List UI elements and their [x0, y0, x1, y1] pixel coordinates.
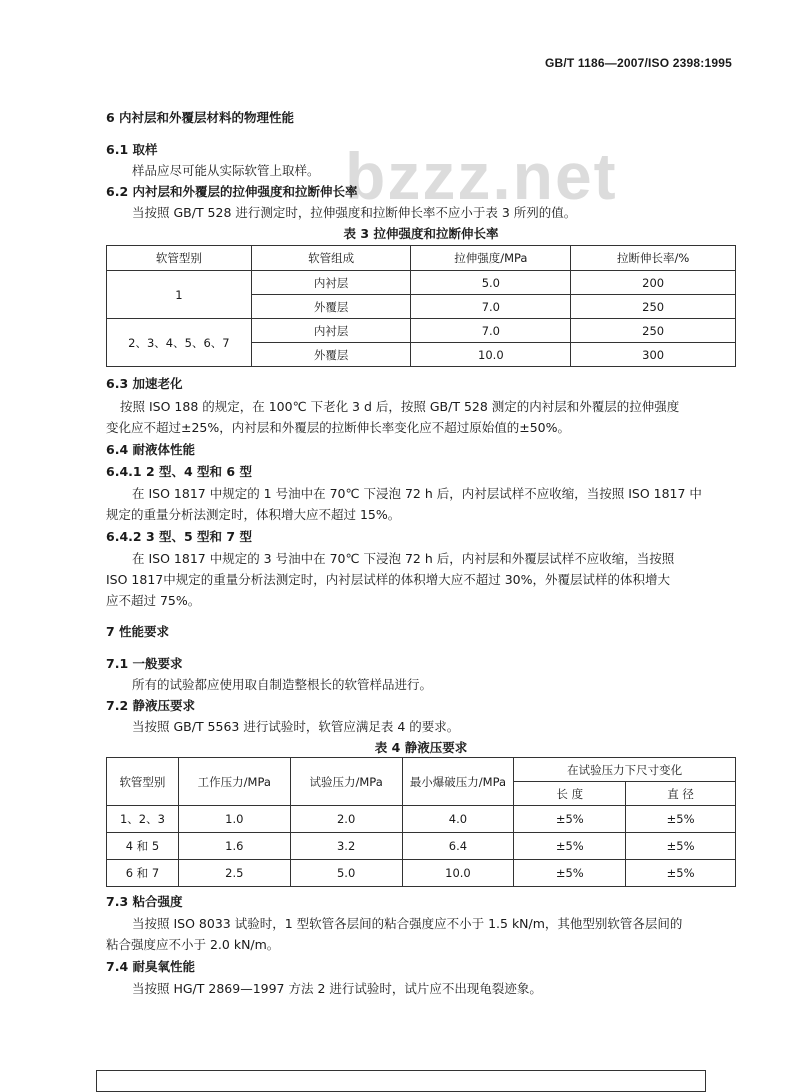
table-3-caption: 表 3 拉伸强度和拉断伸长率 [343, 226, 499, 241]
table-3-header: 拉伸强度/MPa [411, 246, 571, 271]
section-6-4-1-text-line1: 在 ISO 1817 中规定的 1 号油中在 70℃ 下浸泡 72 h 后，内衬层试样不应收缩，当按照 ISO 1817 中 [132, 486, 702, 501]
table-4-caption: 表 4 静液压要求 [374, 740, 468, 755]
hose-type-cell: 4 和 5 [107, 833, 179, 860]
hose-type-cell: 2、3、4、5、6、7 [107, 319, 252, 367]
length-change-cell: ±5% [514, 860, 626, 887]
working-pressure-cell: 2.5 [178, 860, 290, 887]
elongation-cell: 250 [571, 319, 736, 343]
section-7-1-title: 7.1 一般要求 [106, 656, 183, 671]
hose-type-cell: 1、2、3 [107, 806, 179, 833]
section-7-4-text: 当按照 HG/T 2869—1997 方法 2 进行试验时，试片应不出现龟裂迹象。 [132, 981, 542, 996]
table-row [107, 806, 736, 833]
table-3-header-row [107, 246, 736, 271]
table-4-header-row [107, 758, 736, 782]
tensile-strength-cell: 5.0 [411, 271, 571, 295]
elongation-cell: 200 [571, 271, 736, 295]
elongation-cell: 250 [571, 295, 736, 319]
table-row [107, 319, 736, 343]
elongation-cell: 300 [571, 343, 736, 367]
table-3 [106, 245, 736, 367]
table-4-subheader: 长 度 [514, 782, 626, 806]
section-6-4-2-title: 6.4.2 3 型、5 型和 7 型 [106, 529, 252, 544]
working-pressure-cell: 1.0 [178, 806, 290, 833]
test-pressure-cell: 2.0 [290, 806, 402, 833]
length-change-cell: ±5% [514, 806, 626, 833]
hose-type-cell: 1 [107, 271, 252, 319]
section-7-3-text-line2: 粘合强度应不小于 2.0 kN/m。 [106, 937, 280, 952]
length-change-cell: ±5% [514, 833, 626, 860]
diameter-change-cell: ±5% [626, 833, 736, 860]
burst-pressure-cell: 4.0 [402, 806, 514, 833]
composition-cell: 内衬层 [251, 271, 411, 295]
table-4-header: 工作压力/MPa [178, 758, 290, 806]
section-7-3-title: 7.3 粘合强度 [106, 894, 183, 909]
table-4-header: 在试验压力下尺寸变化 [514, 758, 736, 782]
section-6-4-1-text-line2: 规定的重量分析法测定时，体积增大应不超过 15%。 [106, 507, 401, 522]
hose-type-cell: 6 和 7 [107, 860, 179, 887]
section-6-2-text: 当按照 GB/T 528 进行测定时，拉伸强度和拉断伸长率不应小于表 3 所列的值。 [132, 205, 577, 220]
section-6-3-title: 6.3 加速老化 [106, 376, 183, 391]
diameter-change-cell: ±5% [626, 806, 736, 833]
table-4 [106, 757, 736, 887]
footer-frame [96, 1070, 706, 1092]
section-6-2-title: 6.2 内衬层和外覆层的拉伸强度和拉断伸长率 [106, 184, 358, 199]
composition-cell: 外覆层 [251, 343, 411, 367]
table-4-subheader: 直 径 [626, 782, 736, 806]
section-6-1-title: 6.1 取样 [106, 142, 158, 157]
test-pressure-cell: 5.0 [290, 860, 402, 887]
burst-pressure-cell: 10.0 [402, 860, 514, 887]
table-row [107, 271, 736, 295]
working-pressure-cell: 1.6 [178, 833, 290, 860]
table-4-header: 最小爆破压力/MPa [402, 758, 514, 806]
table-row [107, 860, 736, 887]
section-6-3-text-line2: 变化应不超过±25%，内衬层和外覆层的拉断伸长率变化应不超过原始值的±50%。 [106, 420, 571, 435]
section-6-4-title: 6.4 耐液体性能 [106, 442, 195, 457]
tensile-strength-cell: 10.0 [411, 343, 571, 367]
section-6-1-text: 样品应尽可能从实际软管上取样。 [132, 163, 320, 178]
section-7-title: 7 性能要求 [106, 624, 170, 639]
standard-number-header: GB/T 1186—2007/ISO 2398:1995 [544, 56, 732, 70]
composition-cell: 外覆层 [251, 295, 411, 319]
section-7-2-text: 当按照 GB/T 5563 进行试验时，软管应满足表 4 的要求。 [132, 719, 460, 734]
tensile-strength-cell: 7.0 [411, 295, 571, 319]
section-6-4-1-title: 6.4.1 2 型、4 型和 6 型 [106, 464, 252, 479]
section-6-4-2-text-line1: 在 ISO 1817 中规定的 3 号油中在 70℃ 下浸泡 72 h 后，内衬层和外覆层试样不应收缩，当按照 [132, 551, 675, 566]
table-3-header: 拉断伸长率/% [571, 246, 736, 271]
watermark: bzzz.net [345, 139, 618, 213]
section-7-1-text: 所有的试验都应使用取自制造整根长的软管样品进行。 [132, 677, 433, 692]
table-row [107, 833, 736, 860]
table-4-header: 软管型别 [107, 758, 179, 806]
section-7-2-title: 7.2 静液压要求 [106, 698, 195, 713]
section-6-3-text-line1: 按照 ISO 188 的规定，在 100℃ 下老化 3 d 后，按照 GB/T 528 测定的内衬层和外覆层的拉伸强度 [120, 399, 680, 414]
diameter-change-cell: ±5% [626, 860, 736, 887]
section-6-4-2-text-line3: 应不超过 75%。 [106, 593, 201, 608]
table-3-header: 软管型别 [107, 246, 252, 271]
table-4-header: 试验压力/MPa [290, 758, 402, 806]
section-7-3-text-line1: 当按照 ISO 8033 试验时，1 型软管各层间的粘合强度应不小于 1.5 kN/m，其他型别软管各层间的 [132, 916, 683, 931]
table-3-header: 软管组成 [251, 246, 411, 271]
composition-cell: 内衬层 [251, 319, 411, 343]
section-7-4-title: 7.4 耐臭氧性能 [106, 959, 195, 974]
test-pressure-cell: 3.2 [290, 833, 402, 860]
section-6-title: 6 内衬层和外覆层材料的物理性能 [106, 110, 295, 125]
tensile-strength-cell: 7.0 [411, 319, 571, 343]
burst-pressure-cell: 6.4 [402, 833, 514, 860]
section-6-4-2-text-line2: ISO 1817中规定的重量分析法测定时，内衬层试样的体积增大应不超过 30%，外覆层试样的体积增大 [106, 572, 671, 587]
